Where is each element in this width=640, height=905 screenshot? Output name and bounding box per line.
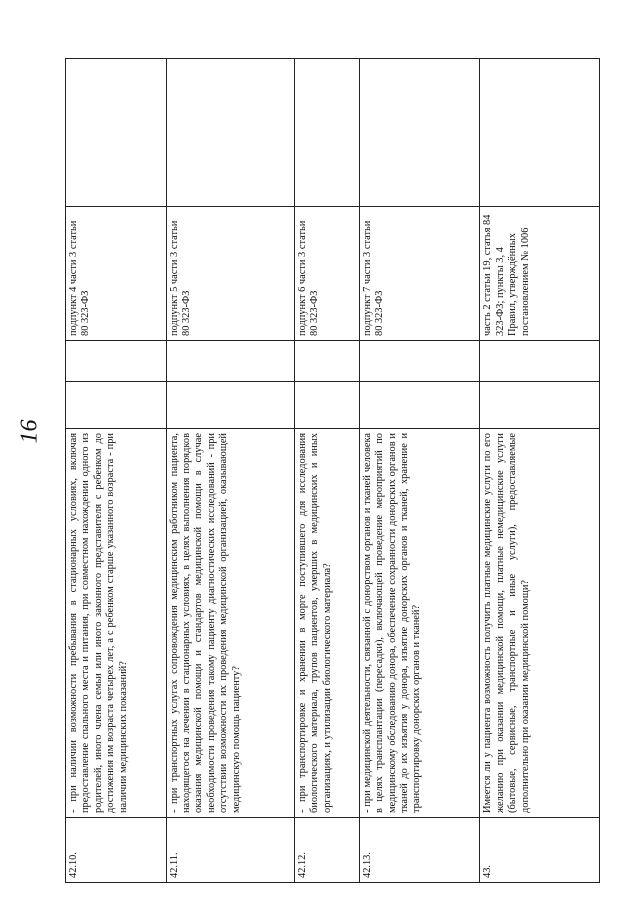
notes-cell xyxy=(480,59,600,207)
row-number: 42.10. xyxy=(66,818,167,883)
answer-cell-no xyxy=(480,341,600,382)
notes-cell xyxy=(359,59,480,207)
page-number: 16 xyxy=(16,419,43,444)
row-number: 43. xyxy=(480,818,600,883)
answer-cell-yes xyxy=(295,382,360,429)
rotated-table-wrapper xyxy=(65,58,600,883)
row-legal-reference: часть 2 статьи 19, статья 84 323-ФЗ; пункты 3, 4 Правил, утверждённых постановлением № 1006 xyxy=(480,207,600,341)
answer-cell-no xyxy=(295,341,360,382)
row-legal-reference: подпункт 7 части 3 статьи 80 323-ФЗ xyxy=(359,207,480,341)
row-number: 42.13. xyxy=(359,818,480,883)
table-row xyxy=(295,59,360,883)
answer-cell-yes xyxy=(66,382,167,429)
answer-cell-yes xyxy=(166,382,294,429)
row-legal-reference: подпункт 5 части 3 статьи 80 323-ФЗ xyxy=(166,207,294,341)
row-legal-reference: подпункт 4 части 3 статьи 80 323-ФЗ xyxy=(66,207,167,341)
notes-cell xyxy=(295,59,360,207)
table-row xyxy=(480,59,600,883)
checklist-table xyxy=(65,58,600,883)
row-question: - при транспортировке и хранении в морге поступившего для исследования биологического материала, трупов пациентов, умерших в медицинских и иных организациях, и утилизации биологического материала? xyxy=(295,429,360,818)
row-legal-reference: подпункт 6 части 3 статьи 80 323-ФЗ xyxy=(295,207,360,341)
row-question: - при медицинской деятельности, связанной с донорством органов и тканей человека в целях трансплантации (пересадки), включающей проведение мероприятий по медицинскому обследованию донора, обеспечение сохранности донорских органов и тканей до их изъятия у донора, изъятие донорских органов и тканей, хранение и транспортировку донорских органов и тканей? xyxy=(359,429,480,818)
row-number: 42.11. xyxy=(166,818,294,883)
row-number: 42.12. xyxy=(295,818,360,883)
answer-cell-no xyxy=(66,341,167,382)
answer-cell-no xyxy=(166,341,294,382)
notes-cell xyxy=(166,59,294,207)
row-question: Имеется ли у пациента возможность получить платные медицинские услуги по его желанию при оказании медицинской помощи, платные немедицинские услуги (бытовые, сервисные, транспортные и иные услуги), предоставляемые дополнительно при оказании медицинской помощи? xyxy=(480,429,600,818)
table-row xyxy=(166,59,294,883)
answer-cell-yes xyxy=(359,382,480,429)
table-row xyxy=(66,59,167,883)
row-question: - при наличии возможности пребывания в стационарных условиях, включая предоставление спального места и питания, при совместном нахождении одного из родителей, иного члена семьи или иного законного представителя с ребенком до достижения им возраста четырех лет, а с ребенком старше указанного возраста - при наличии медицинских показаний? xyxy=(66,429,167,818)
answer-cell-no xyxy=(359,341,480,382)
notes-cell xyxy=(66,59,167,207)
answer-cell-yes xyxy=(480,382,600,429)
row-question: - при транспортных услугах сопровождения медицинским работником пациента, находящегося на лечении в стационарных условиях, в целях выполнения порядков оказания медицинской помощи и стандартов медицинской помощи в случае необходимости проведения такому пациенту диагностических исследований - при отсутствии возможности их проведения медицинской организацией, оказывающей медицинскую помощь пациенту? xyxy=(166,429,294,818)
table-row xyxy=(359,59,480,883)
